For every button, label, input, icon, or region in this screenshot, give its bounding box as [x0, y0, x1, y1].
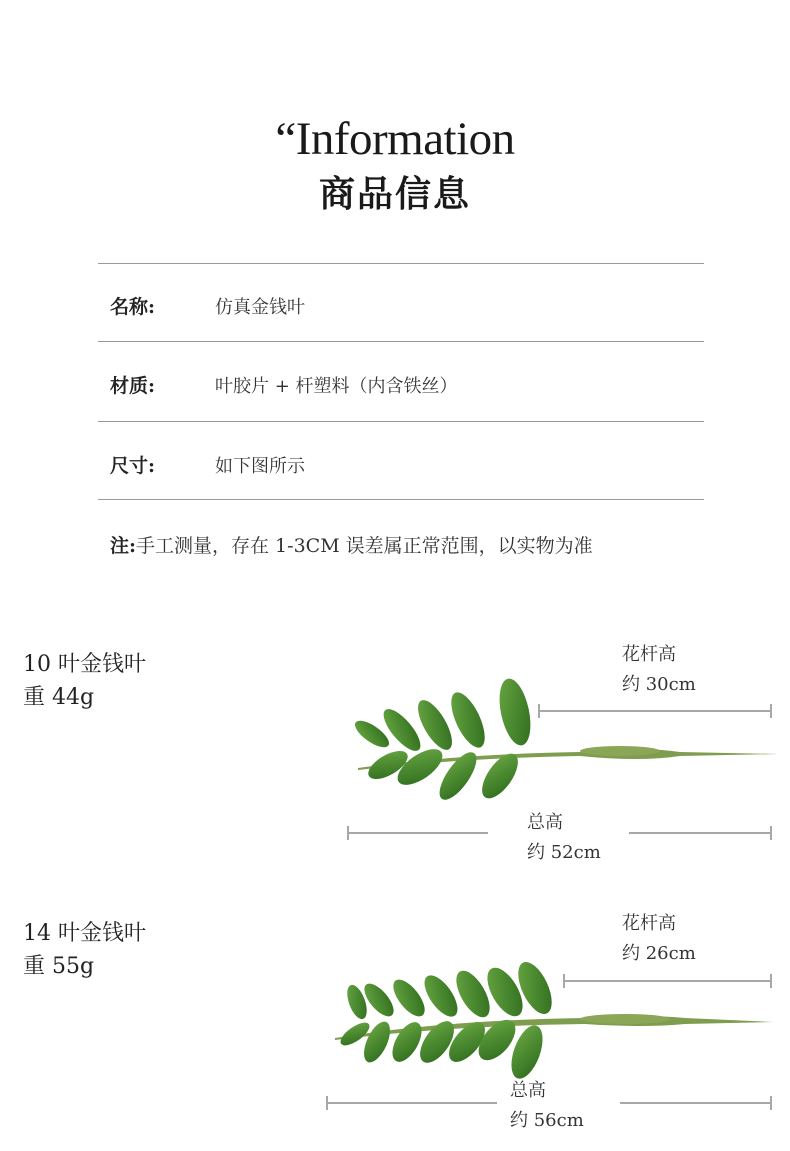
title-english	[0, 112, 790, 166]
measurement-note	[110, 531, 593, 558]
variant-weight: 重 55g	[23, 954, 95, 979]
total-height-label: 总高	[527, 812, 563, 833]
stem-height-value: 约 26cm	[622, 943, 696, 964]
dimension-tick	[326, 1096, 328, 1110]
spec-value-material: 叶胶片 + 杆塑料（内含铁丝）	[215, 376, 458, 397]
spec-label-name: 名称:	[110, 296, 156, 318]
divider	[98, 499, 704, 500]
total-dimension-line	[620, 1102, 771, 1104]
total-dimension-line	[629, 832, 771, 834]
spec-label-material: 材质:	[110, 375, 156, 397]
dimension-tick	[770, 826, 772, 840]
variant-name: 10 叶金钱叶	[23, 652, 146, 677]
note-text: 手工测量，存在 1-3CM 误差属正常范围，以实物为准	[136, 535, 593, 557]
divider	[98, 263, 704, 264]
variant-weight: 重 44g	[23, 685, 95, 710]
dimension-tick	[347, 826, 349, 840]
divider	[98, 421, 704, 422]
total-dimension-line	[327, 1102, 497, 1104]
quote-mark: “	[275, 113, 296, 165]
spec-value-name: 仿真金钱叶	[215, 297, 305, 318]
stem-height-label: 花杆高	[622, 913, 676, 934]
money-leaf-10-image	[340, 670, 780, 810]
spec-label-size: 尺寸:	[110, 455, 156, 477]
dimension-tick	[770, 1096, 772, 1110]
stem-height-label: 花杆高	[622, 644, 676, 665]
stem-height-value: 约 30cm	[622, 674, 696, 695]
title-en-text: Information	[295, 113, 515, 165]
total-height-value: 约 52cm	[527, 842, 601, 863]
variant-name: 14 叶金钱叶	[23, 921, 146, 946]
total-dimension-line	[348, 832, 488, 834]
total-height-label: 总高	[510, 1080, 546, 1101]
title-chinese: 商品信息	[318, 173, 471, 215]
money-leaf-14-image	[325, 958, 780, 1088]
total-height-value: 约 56cm	[510, 1110, 584, 1131]
note-label: 注:	[110, 535, 137, 557]
spec-value-size: 如下图所示	[215, 456, 305, 477]
divider	[98, 341, 704, 342]
